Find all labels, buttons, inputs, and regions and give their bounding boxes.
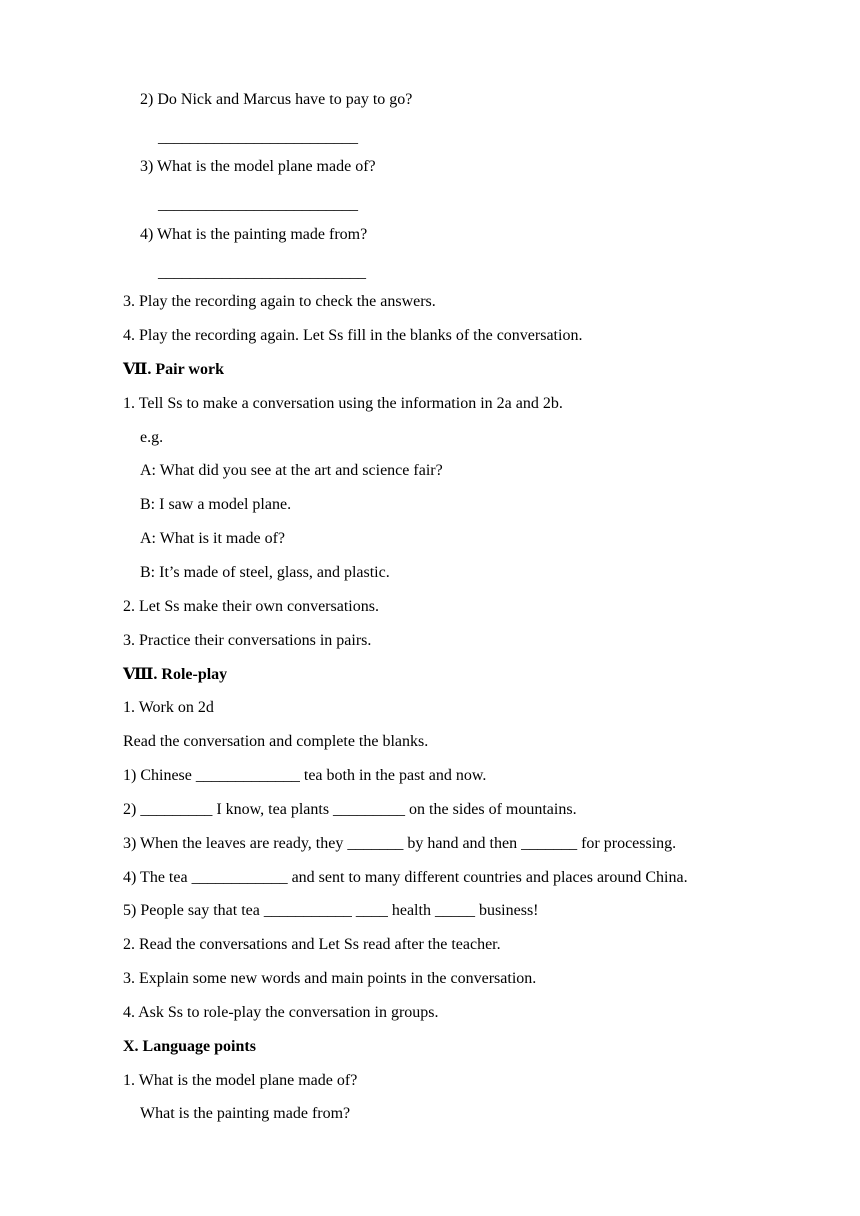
section-heading-role-play: Ⅷ. Role-play (123, 666, 228, 683)
dialogue-line-b1: B: I saw a model plane. (140, 496, 292, 513)
answer-blank-4: __________________________ (158, 264, 366, 281)
language-point-1: 1. What is the model plane made of? (123, 1072, 358, 1089)
question-4-painting: 4) What is the painting made from? (140, 226, 368, 243)
example-label: e.g. (140, 429, 164, 446)
role-play-step-2: 2. Read the conversations and Let Ss read after the teacher. (123, 936, 501, 953)
blank-sentence-1: 1) Chinese _____________ tea both in the past and now. (123, 767, 487, 784)
question-3-model-plane: 3) What is the model plane made of? (140, 158, 376, 175)
blank-sentence-4: 4) The tea ____________ and sent to many different countries and places around China. (123, 869, 688, 886)
answer-blank-2: _________________________ (158, 129, 358, 146)
role-play-step-4: 4. Ask Ss to role-play the conversation in groups. (123, 1004, 439, 1021)
pair-work-step-1: 1. Tell Ss to make a conversation using the information in 2a and 2b. (123, 395, 563, 412)
dialogue-line-a1: A: What did you see at the art and science fair? (140, 462, 443, 479)
pair-work-step-3: 3. Practice their conversations in pairs. (123, 632, 372, 649)
answer-blank-3: _________________________ (158, 196, 358, 213)
dialogue-line-a2: A: What is it made of? (140, 530, 285, 547)
pair-work-step-2: 2. Let Ss make their own conversations. (123, 598, 379, 615)
role-play-step-1: 1. Work on 2d (123, 699, 214, 716)
question-2-pay: 2) Do Nick and Marcus have to pay to go? (140, 91, 413, 108)
language-point-1-example: What is the painting made from? (140, 1105, 351, 1122)
section-heading-language-points: X. Language points (123, 1038, 256, 1055)
section-heading-pair-work: Ⅶ. Pair work (123, 361, 224, 378)
blank-sentence-2: 2) _________ I know, tea plants _________ on the sides of mountains. (123, 801, 577, 818)
role-play-step-3: 3. Explain some new words and main points in the conversation. (123, 970, 537, 987)
blank-sentence-3: 3) When the leaves are ready, they _______ by hand and then _______ for processing. (123, 835, 677, 852)
dialogue-line-b2: B: It’s made of steel, glass, and plastic. (140, 564, 390, 581)
role-play-instruction: Read the conversation and complete the blanks. (123, 733, 429, 750)
step-3-check-answers: 3. Play the recording again to check the answers. (123, 293, 436, 310)
blank-sentence-5: 5) People say that tea ___________ ____ health _____ business! (123, 902, 539, 919)
step-4-fill-blanks: 4. Play the recording again. Let Ss fill in the blanks of the conversation. (123, 327, 583, 344)
